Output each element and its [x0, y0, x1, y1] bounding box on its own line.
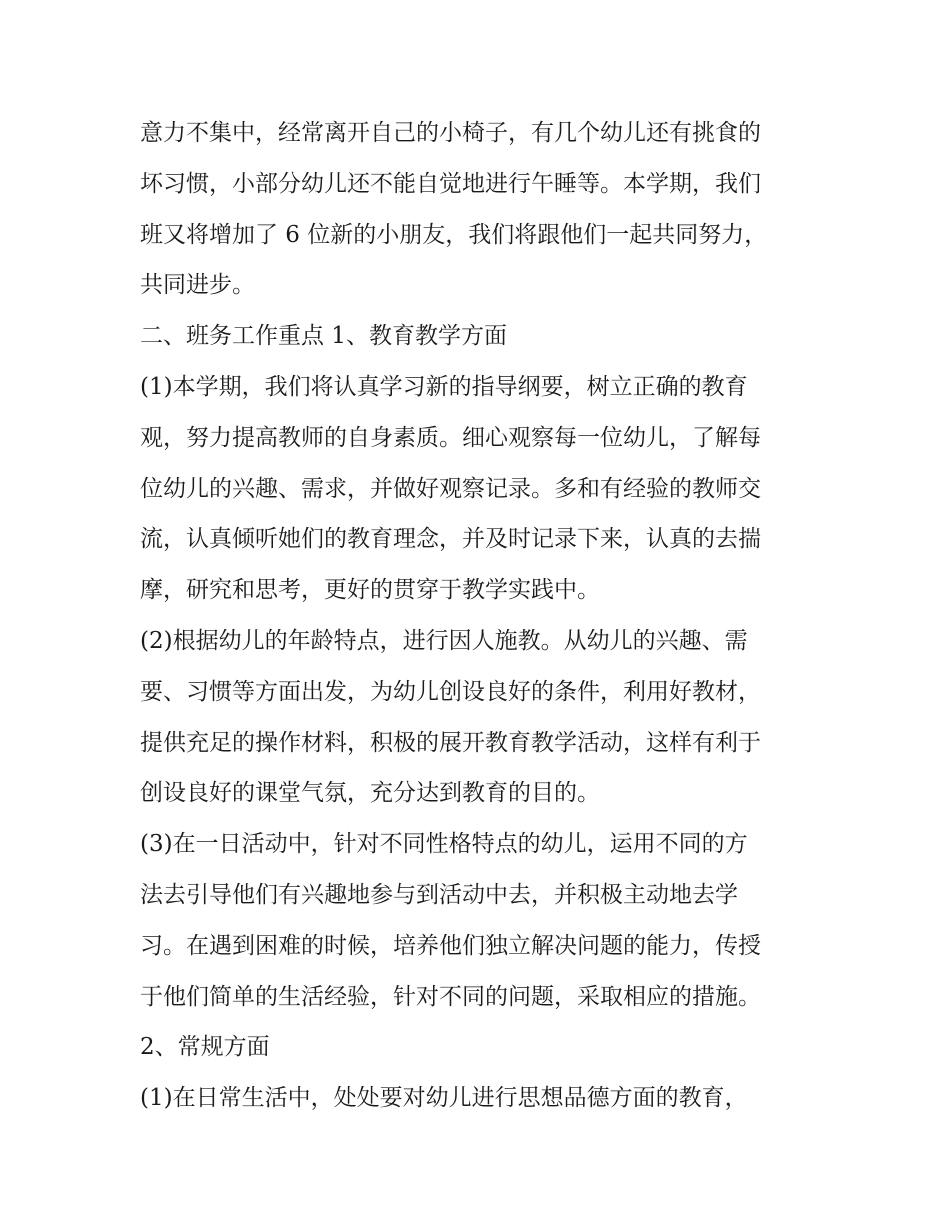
text-line: 法去引导他们有兴趣地参与到活动中去，并积极主动地去学 [140, 881, 738, 908]
text-line: (3)在一日活动中，针对不同性格特点的幼儿，运用不同的方 [140, 831, 748, 858]
text-line: 提供充足的操作材料，积极的展开教育教学活动，这样有利于 [140, 729, 761, 756]
text-line: (1)本学期，我们将认真学习新的指导纲要，树立正确的教育 [140, 373, 748, 400]
section-heading: 2、常规方面 [140, 1034, 270, 1061]
text-line: 要、习惯等方面出发，为幼儿创设良好的条件，利用好教材， [140, 678, 761, 705]
text-line: 位幼儿的兴趣、需求，并做好观察记录。多和有经验的教师交 [140, 475, 761, 502]
text-line: 共同进步。 [140, 272, 255, 299]
text-line: (1)在日常生活中，处处要对幼儿进行思想品德方面的教育， [140, 1085, 748, 1112]
text-line: 观，努力提高教师的自身素质。细心观察每一位幼儿，了解每 [140, 424, 761, 451]
document-body [140, 108, 820, 1124]
text-line: 摩，研究和思考，更好的贯穿于教学实践中。 [140, 577, 600, 604]
text-line: 意力不集中，经常离开自己的小椅子，有几个幼儿还有挑食的 [140, 120, 761, 146]
text-line: 习。在遇到困难的时候，培养他们独立解决问题的能力，传授 [140, 932, 761, 959]
text-line: 班又将增加了 6 位新的小朋友，我们将跟他们一起共同努力， [140, 221, 768, 248]
text-line: 于他们简单的生活经验，针对不同的问题，采取相应的措施。 [140, 983, 761, 1010]
text-line: (2)根据幼儿的年龄特点，进行因人施教。从幼儿的兴趣、需 [140, 627, 748, 654]
text-line: 创设良好的课堂气氛，充分达到教育的目的。 [140, 780, 600, 807]
text-line: 坏习惯，小部分幼儿还不能自觉地进行午睡等。本学期，我们 [140, 170, 761, 197]
section-heading: 二、班务工作重点 1、教育教学方面 [140, 323, 507, 350]
text-line: 流，认真倾听她们的教育理念，并及时记录下来，认真的去揣 [140, 526, 761, 553]
